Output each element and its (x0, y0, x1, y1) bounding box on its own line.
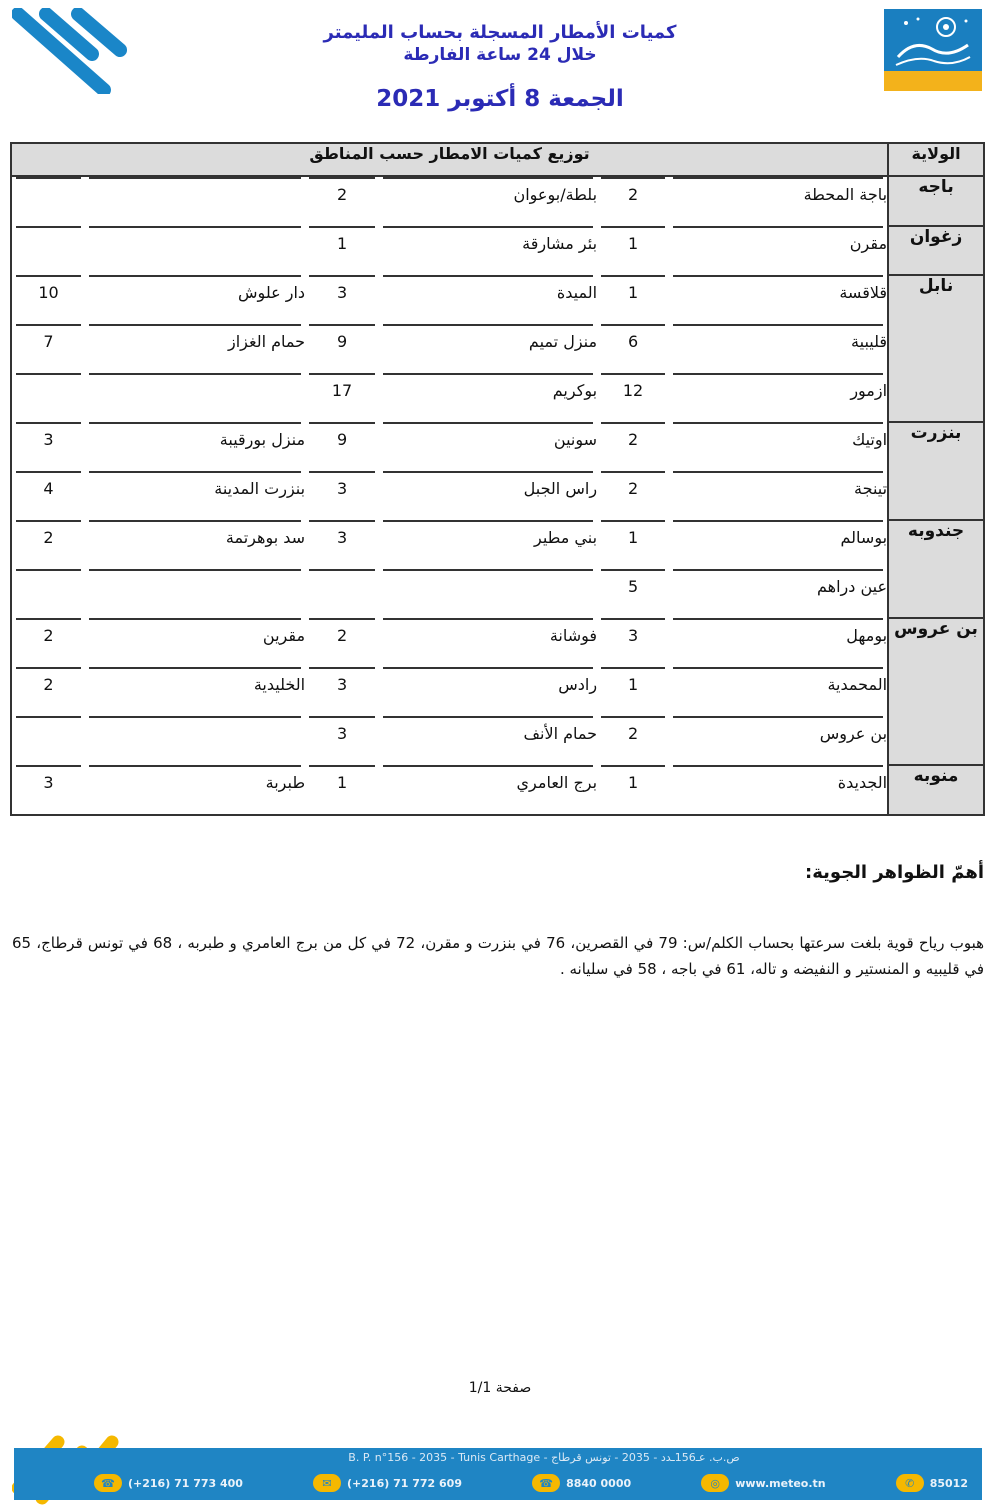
station-name-cell (379, 373, 597, 422)
station-name: باجة المحطة (803, 185, 888, 204)
station-name-cell (379, 422, 597, 471)
rainfall-value: 5 (627, 577, 639, 596)
rainfall-value-cell (305, 716, 379, 765)
title-line-2: خلال 24 ساعة الفارطة (403, 45, 597, 65)
station-name: بني مطير (533, 528, 598, 547)
station-name-cell (669, 667, 888, 716)
rainfall-value-cell (11, 422, 85, 471)
rainfall-value: 1 (627, 528, 639, 547)
rainfall-value: 1 (336, 773, 348, 792)
rainfall-value: 7 (43, 332, 54, 351)
table-row (11, 226, 984, 275)
fax-icon: ✉ (313, 1474, 341, 1492)
station-name: بئر مشارقة (522, 234, 598, 253)
distribution-column-header: توزيع كميات الامطار حسب المناطق (11, 143, 888, 176)
station-name-cell (85, 422, 305, 471)
rainfall-value: 2 (627, 185, 639, 204)
rainfall-value: 6 (627, 332, 639, 351)
station-name-cell (85, 765, 305, 815)
rainfall-value: 2 (627, 430, 639, 449)
governorate-cell: جندوبه (888, 520, 984, 618)
footer-contact-item (701, 1474, 825, 1492)
rainfall-value: 10 (38, 283, 59, 302)
rainfall-value: 2 (43, 528, 54, 547)
station-name: اوتيك (852, 430, 888, 449)
rainfall-value: 2 (627, 724, 639, 743)
table-row (11, 324, 984, 373)
station-name-cell (85, 618, 305, 667)
rainfall-value: 2 (43, 626, 54, 645)
rainfall-value-cell (597, 226, 669, 275)
governorate-cell: منوبه (888, 765, 984, 815)
station-name: سونين (553, 430, 598, 449)
phenomena-title: أهمّ الظواهر الجوية: (805, 862, 984, 883)
governorate-cell: باجه (888, 176, 984, 226)
web-icon: ◎ (701, 1474, 729, 1492)
station-name: الميدة (556, 283, 598, 302)
rainfall-value: 3 (336, 283, 348, 302)
table-row (11, 373, 984, 422)
footer-contact-item (94, 1474, 243, 1492)
institute-emblem-logo (884, 9, 982, 91)
rainfall-value: 12 (622, 381, 644, 400)
table-row (11, 520, 984, 569)
station-name-cell (85, 176, 305, 226)
station-name-cell (379, 667, 597, 716)
station-name: بن عروس (819, 724, 888, 743)
station-name-cell (669, 275, 888, 324)
table-row (11, 618, 984, 667)
rainfall-value: 1 (627, 234, 639, 253)
rainfall-value-cell (305, 373, 379, 422)
rainfall-value-cell (597, 176, 669, 226)
rainfall-value: 2 (336, 185, 348, 204)
station-name-cell (379, 275, 597, 324)
rainfall-value-cell (597, 275, 669, 324)
station-name: سد بوهرتمة (225, 528, 306, 547)
station-name: ازمور (850, 381, 888, 400)
station-name: بومهل (846, 626, 888, 645)
rainfall-value-cell (597, 520, 669, 569)
station-name-cell (85, 275, 305, 324)
rainfall-value-cell (597, 373, 669, 422)
station-name-cell (669, 569, 888, 618)
phone-icon: ☎ (532, 1474, 560, 1492)
station-name-cell (379, 569, 597, 618)
footer-contact-item (896, 1474, 968, 1492)
rainfall-value-cell (597, 471, 669, 520)
station-name-cell (85, 324, 305, 373)
rainfall-value-cell (11, 520, 85, 569)
rainfall-value: 17 (331, 381, 353, 400)
rainfall-value-cell (597, 716, 669, 765)
station-name: قليبية (851, 332, 888, 351)
rainfall-value: 3 (336, 479, 348, 498)
footer-contact-item (532, 1474, 631, 1492)
station-name-cell (85, 373, 305, 422)
rainfall-value: 2 (627, 479, 639, 498)
table-row (11, 275, 984, 324)
governorate-column-header: الولاية (888, 143, 984, 176)
rainfall-value-cell (11, 324, 85, 373)
station-name: منزل تميم (528, 332, 598, 351)
rainfall-value-cell (11, 765, 85, 815)
rainfall-value: 4 (43, 479, 54, 498)
station-name: بوسالم (840, 528, 888, 547)
footer-contact-text: 85012 (929, 1476, 968, 1490)
station-name: تينجة (854, 479, 888, 498)
title-line-1: كميات الأمطار المسجلة بحساب المليمتر (323, 22, 677, 43)
phone-icon: ☎ (94, 1474, 122, 1492)
footer-contact-text: (+216) 71 773 400 (128, 1476, 243, 1490)
rainfall-value-cell (11, 226, 85, 275)
station-name: رادس (558, 675, 598, 694)
station-name: راس الجبل (523, 479, 598, 498)
table-row (11, 716, 984, 765)
footer-contact-item (313, 1474, 462, 1492)
rainfall-value-cell (597, 569, 669, 618)
station-name-cell (379, 765, 597, 815)
rainfall-value: 3 (336, 724, 348, 743)
table-header-row (11, 143, 984, 176)
rainfall-value: 2 (43, 675, 54, 694)
rainfall-value: 1 (627, 675, 639, 694)
station-name-cell (669, 716, 888, 765)
footer-contacts (94, 1472, 968, 1494)
rainfall-value: 9 (336, 430, 348, 449)
rainfall-value-cell (597, 667, 669, 716)
rainfall-value-cell (11, 618, 85, 667)
station-name-cell (379, 471, 597, 520)
station-name-cell (379, 324, 597, 373)
station-name-cell (85, 226, 305, 275)
station-name-cell (85, 716, 305, 765)
governorate-cell: بنزرت (888, 422, 984, 520)
rainfall-value-cell (11, 275, 85, 324)
rainfall-value-cell (597, 618, 669, 667)
table-row (11, 765, 984, 815)
footer-bar (14, 1448, 982, 1500)
station-name-cell (669, 520, 888, 569)
station-name-cell (379, 226, 597, 275)
rainfall-value-cell (597, 422, 669, 471)
rainfall-value-cell (11, 373, 85, 422)
table-row (11, 176, 984, 226)
station-name-cell (669, 226, 888, 275)
rainfall-value: 3 (336, 675, 348, 694)
rainfall-value-cell (11, 176, 85, 226)
rainfall-value-cell (11, 716, 85, 765)
governorate-cell: زغوان (888, 226, 984, 275)
rainfall-value-cell (305, 275, 379, 324)
station-name: دار علوش (238, 283, 306, 302)
station-name-cell (85, 667, 305, 716)
document-title (250, 22, 750, 66)
station-name: طبربة (265, 773, 306, 792)
rainfall-value: 3 (43, 430, 54, 449)
rainfall-value: 3 (627, 626, 639, 645)
rainfall-value-cell (11, 471, 85, 520)
footer-contact-text: 8840 0000 (566, 1476, 632, 1490)
table-row (11, 422, 984, 471)
report-date: الجمعة 8 أكتوبر 2021 (376, 86, 624, 112)
station-name: المحمدية (827, 675, 888, 694)
station-name: بنزرت المدينة (214, 479, 306, 498)
governorate-cell: بن عروس (888, 618, 984, 765)
rainfall-value-cell (305, 569, 379, 618)
station-name-cell (669, 373, 888, 422)
station-name-cell (379, 618, 597, 667)
rainfall-value-cell (597, 765, 669, 815)
station-name-cell (85, 569, 305, 618)
rainfall-value-cell (305, 422, 379, 471)
station-name: الخليدية (253, 675, 306, 694)
rainfall-value-cell (305, 765, 379, 815)
sms-icon: ✆ (896, 1474, 924, 1492)
station-name: فوشانة (549, 626, 598, 645)
rainfall-value-cell (11, 569, 85, 618)
rainfall-value: 3 (336, 528, 348, 547)
rainfall-value-cell (305, 176, 379, 226)
station-name: حمام الأنف (523, 724, 598, 743)
station-name-cell (669, 176, 888, 226)
footer-contact-text[interactable]: www.meteo.tn (735, 1476, 826, 1490)
station-name: مقرن (849, 234, 888, 253)
station-name: برج العامري (516, 773, 598, 792)
station-name-cell (669, 618, 888, 667)
rainfall-value-cell (305, 520, 379, 569)
station-name: بوكريم (552, 381, 598, 400)
rainfall-value: 3 (43, 773, 54, 792)
footer-address: B. P. n°156 - 2035 - Tunis Carthage - ص.ب. عـ156ـدد - 2035 - تونس قرطاج (348, 1451, 740, 1464)
rainfall-value: 1 (336, 234, 348, 253)
rainfall-value-cell (305, 226, 379, 275)
station-name-cell (85, 520, 305, 569)
phenomena-text: هبوب رياح قوية بلغت سرعتها بحساب الكلم/س: 79 في القصرين، 76 في بنزرت و مقرن، 72 في كل من برج العامري و طبربه ، 68 في تونس قرطاج، 65 في قليبيه و المنستير و النفيضه و تاله، 61 في باجه ، 58 في سليانه . (12, 934, 985, 978)
table-row (11, 471, 984, 520)
station-name-cell (669, 422, 888, 471)
rainfall-value-cell (305, 471, 379, 520)
station-name-cell (669, 765, 888, 815)
rainfall-value-cell (597, 324, 669, 373)
governorate-cell: نابل (888, 275, 984, 422)
rainfall-value: 2 (336, 626, 348, 645)
station-name: الجديدة (837, 773, 888, 792)
station-name-cell (379, 520, 597, 569)
meteo-stripes-logo (12, 8, 130, 94)
rainfall-value-cell (305, 618, 379, 667)
station-name-cell (379, 176, 597, 226)
rainfall-value-cell (11, 667, 85, 716)
station-name: قلاقسة (839, 283, 888, 302)
station-name-cell (85, 471, 305, 520)
table-row (11, 667, 984, 716)
page-number: صفحة 1/1 (468, 1380, 532, 1396)
rainfall-value: 1 (627, 773, 639, 792)
rainfall-table (10, 142, 985, 816)
station-name: منزل بورقيبة (219, 430, 306, 449)
rainfall-value-cell (305, 667, 379, 716)
table-row (11, 569, 984, 618)
station-name: عين دراهم (817, 577, 888, 596)
station-name-cell (379, 716, 597, 765)
footer-contact-text: (+216) 71 772 609 (347, 1476, 462, 1490)
station-name-cell (669, 471, 888, 520)
rainfall-value: 1 (627, 283, 639, 302)
station-name: حمام الغزاز (228, 332, 306, 351)
rainfall-value: 9 (336, 332, 348, 351)
rainfall-value-cell (305, 324, 379, 373)
station-name: بلطة/بوعوان (513, 185, 598, 204)
station-name-cell (669, 324, 888, 373)
station-name: مقرين (262, 626, 306, 645)
